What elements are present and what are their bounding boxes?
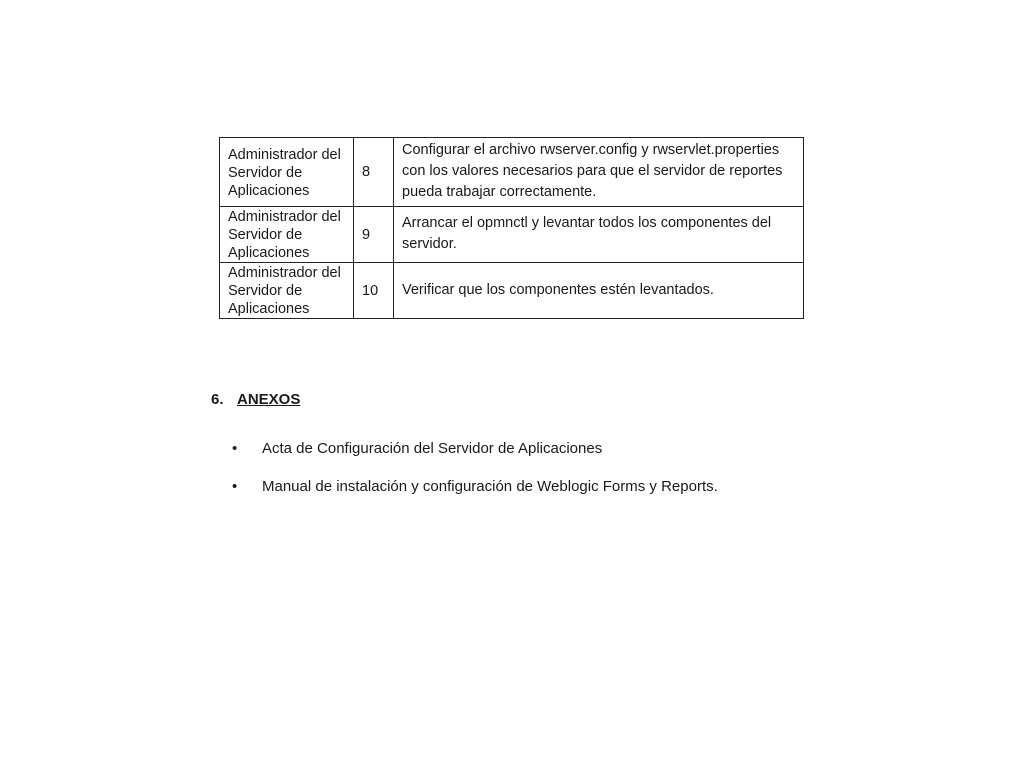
- table-row: [220, 138, 804, 207]
- step-number-cell: 9: [354, 207, 394, 263]
- step-number-cell: 8: [354, 138, 394, 207]
- steps-table: [219, 137, 804, 319]
- annex-list: [232, 440, 718, 516]
- section-number: 6.: [211, 391, 224, 408]
- step-number-cell: 10: [354, 263, 394, 319]
- table-row: [220, 263, 804, 319]
- table-row: [220, 207, 804, 263]
- role-cell: Administrador del Servidor de Aplicaciones: [220, 207, 354, 263]
- bullet-icon: •: [232, 440, 238, 457]
- annex-item-text: Acta de Configuración del Servidor de Aplicaciones: [262, 440, 603, 457]
- section-title: ANEXOS: [237, 391, 301, 408]
- annex-item-text: Manual de instalación y configuración de Weblogic Forms y Reports.: [262, 478, 718, 495]
- role-cell: Administrador del Servidor de Aplicaciones: [220, 263, 354, 319]
- step-description-cell: Verificar que los componentes estén levantados.: [394, 263, 804, 319]
- section-heading: [211, 391, 300, 408]
- role-cell: Administrador del Servidor de Aplicaciones: [220, 138, 354, 207]
- step-description-cell: Configurar el archivo rwserver.config y rwservlet.properties con los valores necesarios para que el servidor de reportes pueda trabajar correctamente.: [394, 138, 804, 207]
- bullet-icon: •: [232, 478, 238, 495]
- list-item: [232, 440, 718, 478]
- list-item: [232, 478, 718, 516]
- step-description-cell: Arrancar el opmnctl y levantar todos los componentes del servidor.: [394, 207, 804, 263]
